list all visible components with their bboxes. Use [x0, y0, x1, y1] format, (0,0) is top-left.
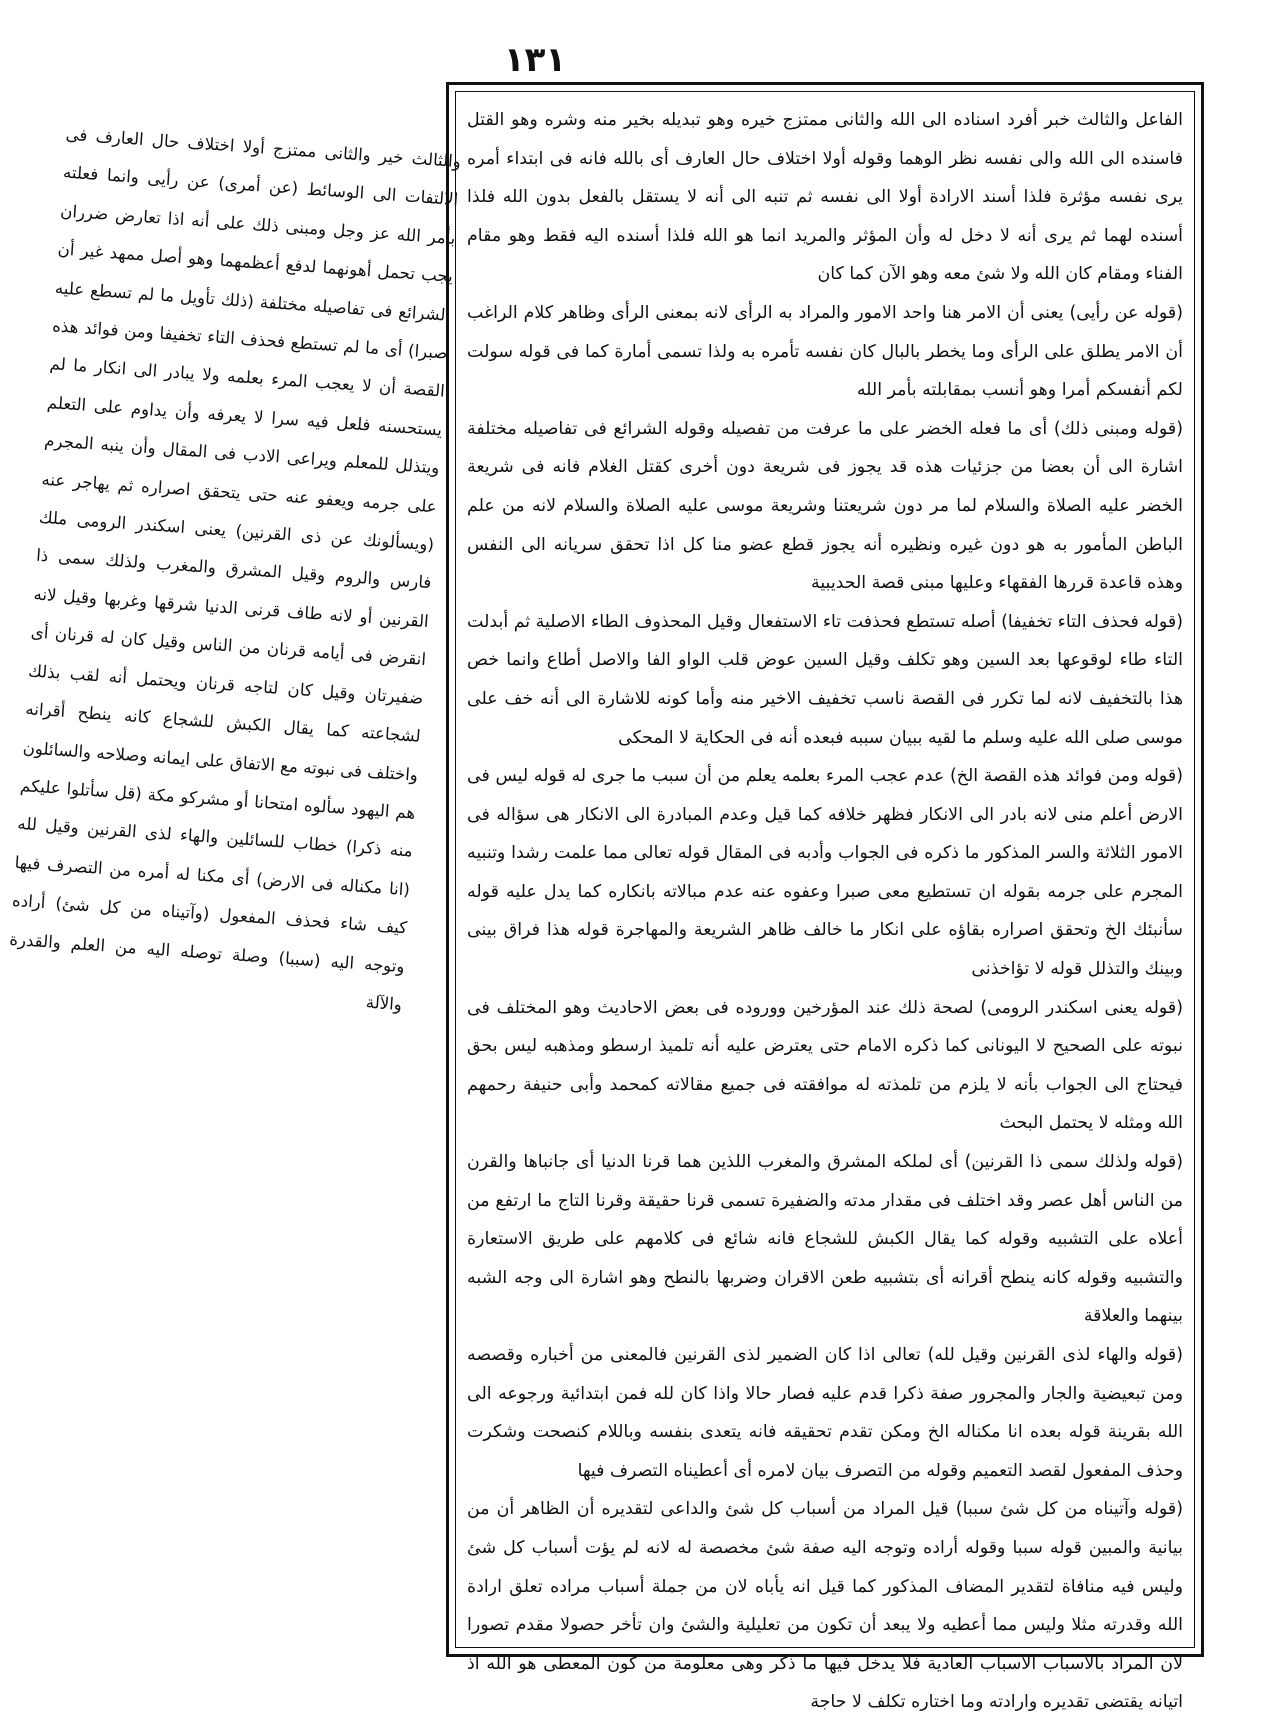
main-paragraph: (قوله فحذف التاء تخفيفا) أصله تستطع فحذفت تاء الاستفعال وقيل المحذوف الطاء الاصلية ثم أبدلت التاء طاء لوقوعها بعد السين وهو تكلف وقيل السين عوض قلب الواو الفا والاصل أطاع وانما خص هذا بالتخفيف لانه لما تكرر فى القصة ناسب تخفيف الاخير منه وأما كونه للاشارة الى أنه خف على موسى صلى الله عليه وسلم ما لقيه ببيان سببه فبعده أنه فى الحكاية لا المحكى — [467, 611, 1183, 748]
main-paragraph: الفاعل والثالث خبر أفرد اسناده الى الله والثانى ممتزج خيره وهو تبديله بخير منه وشره وهو القتل فاسنده الى الله والى نفسه نظر الوهما وقوله أولا اختلاف حال العارف أى بالله فانه فى ابتداء أمره يرى نفسه مؤثرة فلذا أسند الارادة أولا الى نفسه ثم تنبه الى أنه لا يستقل بالفعل بدون الله فلذا أسنده لهما ثم يرى أنه لا دخل له وأن المؤثر والمريد انما هو الله فلذا أسنده اليه فقط وهو مقام الفناء ومقام كان الله ولا شئ معه وهو الآن كما كان — [467, 110, 1183, 285]
main-paragraph: (قوله ولذلك سمى ذا القرنين) أى لملكه المشرق والمغرب اللذين هما قرنا الدنيا أى جانباها والقرن من الناس أهل عصر وقد اختلف فى مقدار مدته والضفيرة تسمى قرنا حقيقة وقرنا التاج ما ارتفع من أعلاه على التشبيه وقوله كما يقال الكبش للشجاع فانه شائع فى كلامهم على طريق الاستعارة والتشبيه وقوله كانه ينطح أقرانه أى بتشبيه طعن الاقران وضربها بالنطح وهو اشارة الى وجه الشبه بينهما والعلاقة — [467, 1152, 1183, 1327]
main-paragraph: (قوله والهاء لذى القرنين وقيل لله) تعالى اذا كان الضمير لذى القرنين فالمعنى من أخباره وقصصه ومن تبعيضية والجار والمجرور صفة ذكرا قدم عليه فصار حالا واذا كان لله فمن ابتدائية ورجوعه الى الله بقرينة قوله بعده انا مكناله الخ ومكن تقدم تحقيقه فانه يتعدى بنفسه وباللام كنصحت وشكرت وحذف المفعول لقصد التعميم وقوله من التصرف بيان لامره أى أعطيناه التصرف فيها — [467, 1345, 1183, 1481]
main-paragraph: (قوله عن رأيى) يعنى أن الامر هنا واحد الامور والمراد به الرأى لانه بمعنى الرأى وظاهر كلام الراغب أن الامر يطلق على الرأى وما يخطر بالبال كان نفسه تأمره به ولذا تسمى أمارة كما فى قوله سولت لكم أنفسكم أمرا وهو أنسب بمقابلته بأمر الله — [467, 302, 1183, 401]
page-number: ١٣١ — [503, 40, 567, 80]
main-paragraph: (قوله ومن فوائد هذه القصة الخ) عدم عجب المرء بعلمه يعلم من أن سبب ما جرى له قوله ليس فى الارض أعلم منى لانه بادر الى الانكار فظهر خلافه كما قيل وعدم المبادرة الى الانكار هى سؤاله فى الامور الثلاثة والسر المذكور ما ذكره فى الجواب وأدبه فى المقال قوله تعالى مما علمت رشدا وتنبيه المجرم على جرمه بقوله ان تستطيع معى صبرا وعفوه عنه عدم مبالاته بانكاره كما يدل عليه قوله سأنبئك الخ وتحقق اصراره بقاؤه على انكار ما خالف ظاهر الشريعة والمهاجرة قوله هذا فراق بينى وبينك والتذلل قوله لا تؤاخذنى — [467, 766, 1183, 980]
main-paragraph: (قوله يعنى اسكندر الرومى) لصحة ذلك عند المؤرخين ووروده فى بعض الاحاديث وهو المختلف فى نبوته على الصحيح لا اليونانى كما ذكره الامام حتى يعترض عليه أنه تلميذ ارسطو ومذهبه ليس بحق فيحتاج الى الجواب بأنه لا يلزم من تلمذته له موافقته فى جميع مقالاته كمحمد وأبى حنيفة رحمهم الله ومثله لا يحتمل البحث — [467, 997, 1183, 1134]
main-paragraph: (قوله ومبنى ذلك) أى ما فعله الخضر على ما عرفت من تفصيله وقوله الشرائع فى تفاصيله مختلفة اشارة الى أن بعضا من جزئيات هذه قد يجوز فى شريعة دون أخرى كقتل الغلام فانه فى شريعة الخضر عليه الصلاة والسلام لما مر دون شريعتنا وشريعة موسى عليه الصلاة والسلام لانه من علم الباطن المأمور به هو دون غيره ونظيره أنه يجوز قطع عضو منا كل اذا تحقق سريانه الى النفس وهذه قاعدة قررها الفقهاء وعليها مبنى قصة الحديبية — [467, 418, 1183, 594]
main-commentary — [467, 101, 1183, 1713]
main-paragraph: (قوله وآتيناه من كل شئ سببا) قيل المراد من أسباب كل شئ والداعى لتقديره أن الظاهر أن من بيانية والمبين قوله سببا وقوله أراده وتوجه اليه صفة شئ مخصصة له لانه لم يؤت أسباب كل شئ وليس فيه منافاة لتقدير المضاف المذكور كما قيل انه يأباه لان من جملة أسباب مراده تعلق ارادة الله وقدرته مثلا وليس مما أعطيه ولا يبعد أن تكون من تعليلية والشئ وان تأخر حصولا مقدم تصورا لان المراد بالاسباب الاسباب العادية فلا يدخل فيها ما ذكر وهى معلومة من كون المعطى هو الله اذ اتيانه يقتضى تقديره وارادته وما اختاره تكلف لا حاجة — [467, 1499, 1183, 1713]
main-text-frame — [446, 82, 1204, 1713]
marginal-commentary — [0, 116, 462, 1361]
marginal-paragraph: والثالث خير والثانى ممتزج أولا اختلاف حال العارف فى الالتفات الى الوسائط (عن أمرى) عن رأيى وانما فعلته بأمر الله عز وجل ومبنى ذلك على أنه اذا تعارض ضرران يجب تحمل أهونهما لدفع أعظمهما وهو أصل ممهد غير أن الشرائع فى تفاصيله مختلفة (ذلك تأويل ما لم تسطع عليه صبرا) أى ما لم تستطع فحذف التاء تخفيفا ومن فوائد هذه القصة أن لا يعجب المرء بعلمه ولا يبادر الى انكار ما لم يستحسنه فلعل فيه سرا لا يعرفه وأن يداوم على التعلم ويتذلل للمعلم ويراعى الادب فى المقال وأن ينبه المجرم على جرمه ويعفو عنه حتى يتحقق اصراره ثم يهاجر عنه (ويسألونك عن ذى القرنين) يعنى اسكندر الرومى ملك فارس والروم وقيل المشرق والمغرب ولذلك سمى ذا القرنين أو لانه طاف قرنى الدنيا شرقها وغربها وقيل لانه انقرض فى أيامه قرنان من الناس وقيل كان له قرنان أى ضفيرتان وقيل كان لتاجه قرنان ويحتمل أنه لقب بذلك لشجاعته كما يقال الكبش للشجاع كانه ينطح أقرانه واختلف فى نبوته مع الاتفاق على ايمانه وصلاحه والسائلون هم اليهود سألوه امتحانا أو مشركو مكة (قل سأتلوا عليكم منه ذكرا) خطاب للسائلين والهاء لذى القرنين وقيل لله (انا مكناله فى الارض) أى مكنا له أمره من التصرف فيها كيف شاء فحذف المفعول (وآتيناه من كل شئ) أراده وتوجه اليه (سببا) وصلة توصله اليه من العلم والقدرة والآلة — [8, 124, 462, 1015]
